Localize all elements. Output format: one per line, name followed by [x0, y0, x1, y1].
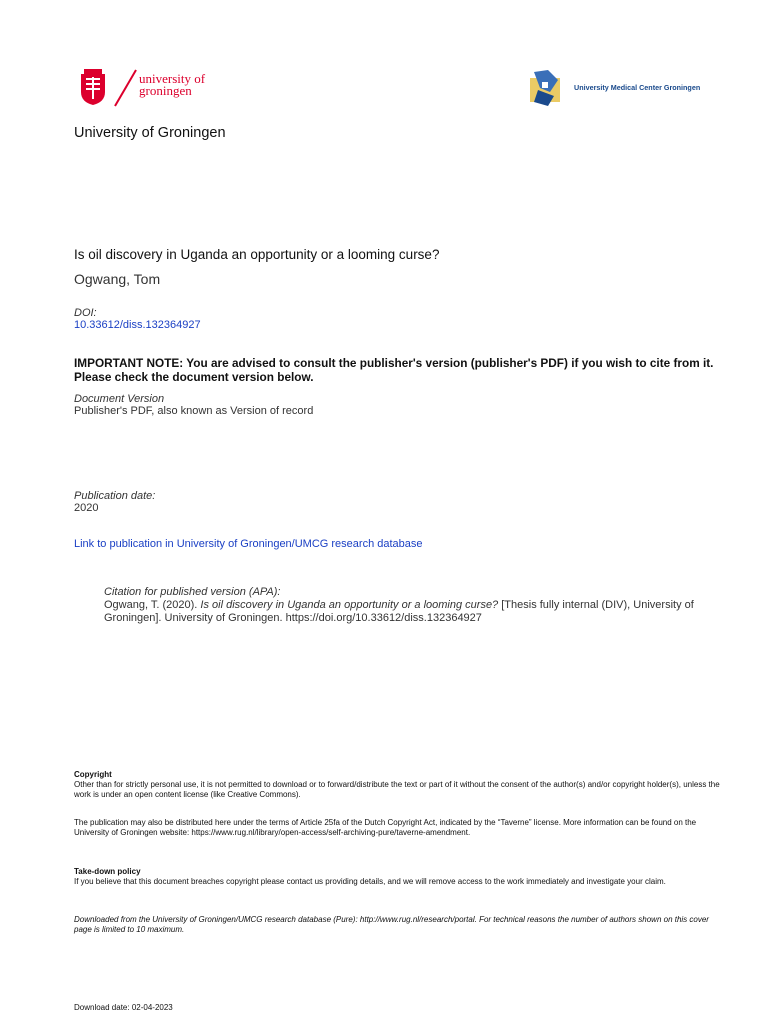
document-version-label: Document Version — [74, 393, 165, 405]
citation-suffix: [Thesis fully internal (DIV), University of Groningen]. University of Groningen. https://doi.org/10.33612/diss.132364927 — [104, 599, 694, 624]
citation-prefix: Ogwang, T. (2020). — [104, 599, 201, 611]
rug-slash-icon — [112, 68, 138, 108]
important-note: IMPORTANT NOTE: You are advised to consult the publisher's version (publisher's PDF) if you wish to cite from it. Please check the document version below. — [74, 356, 714, 384]
university-of-groningen-logo — [80, 68, 230, 108]
publication-date-value: 2020 — [74, 502, 99, 514]
institution-name: University of Groningen — [74, 125, 226, 141]
research-database-link[interactable]: Link to publication in University of Groningen/UMCG research database — [74, 538, 423, 550]
publication-date-label: Publication date: — [74, 490, 156, 502]
rug-wordmark: university of groningen — [139, 71, 206, 98]
takedown-heading: Take-down policy — [74, 867, 141, 876]
author: Ogwang, Tom — [74, 271, 161, 287]
citation-text — [104, 599, 704, 625]
citation-label: Citation for published version (APA): — [104, 586, 281, 598]
citation-title: Is oil discovery in Uganda an opportunity or a looming curse? — [200, 599, 499, 611]
document-version-value: Publisher's PDF, also known as Version of record — [74, 405, 314, 417]
download-date: Download date: 02-04-2023 — [74, 1003, 173, 1012]
umcg-name: University Medical Center Groningen — [574, 83, 701, 92]
taverne-notice: The publication may also be distributed here under the terms of Article 25fa of the Dutch Copyright Act, indicated by the “Taverne” license. More information can be found on the University of Groningen website: https://www.rug.nl/library/open-access/self-archiving-pure/taverne-amendment. — [74, 818, 697, 837]
document-title: Is oil discovery in Uganda an opportunity or a looming curse? — [74, 247, 440, 262]
rug-crest-icon — [80, 68, 106, 106]
doi-link[interactable]: 10.33612/diss.132364927 — [74, 319, 201, 331]
copyright-heading: Copyright — [74, 770, 112, 779]
umcg-logo — [528, 68, 708, 110]
umcg-emblem-icon — [528, 68, 564, 110]
copyright-body: Other than for strictly personal use, it is not permitted to download or to forward/distribute the text or part of it without the consent of the author(s) and/or copyright holder(s), unless the work is under an open content license (like Creative Commons). — [74, 780, 720, 799]
takedown-body: If you believe that this document breaches copyright please contact us providing details, and we will remove access to the work immediately and investigate your claim. — [74, 877, 666, 886]
doi-label: DOI: — [74, 307, 97, 319]
downloaded-from-notice: Downloaded from the University of Groningen/UMCG research database (Pure): http://www.rug.nl/research/portal. For technical reasons the number of authors shown on this cover page is limited to 10 maximum. — [74, 915, 709, 934]
